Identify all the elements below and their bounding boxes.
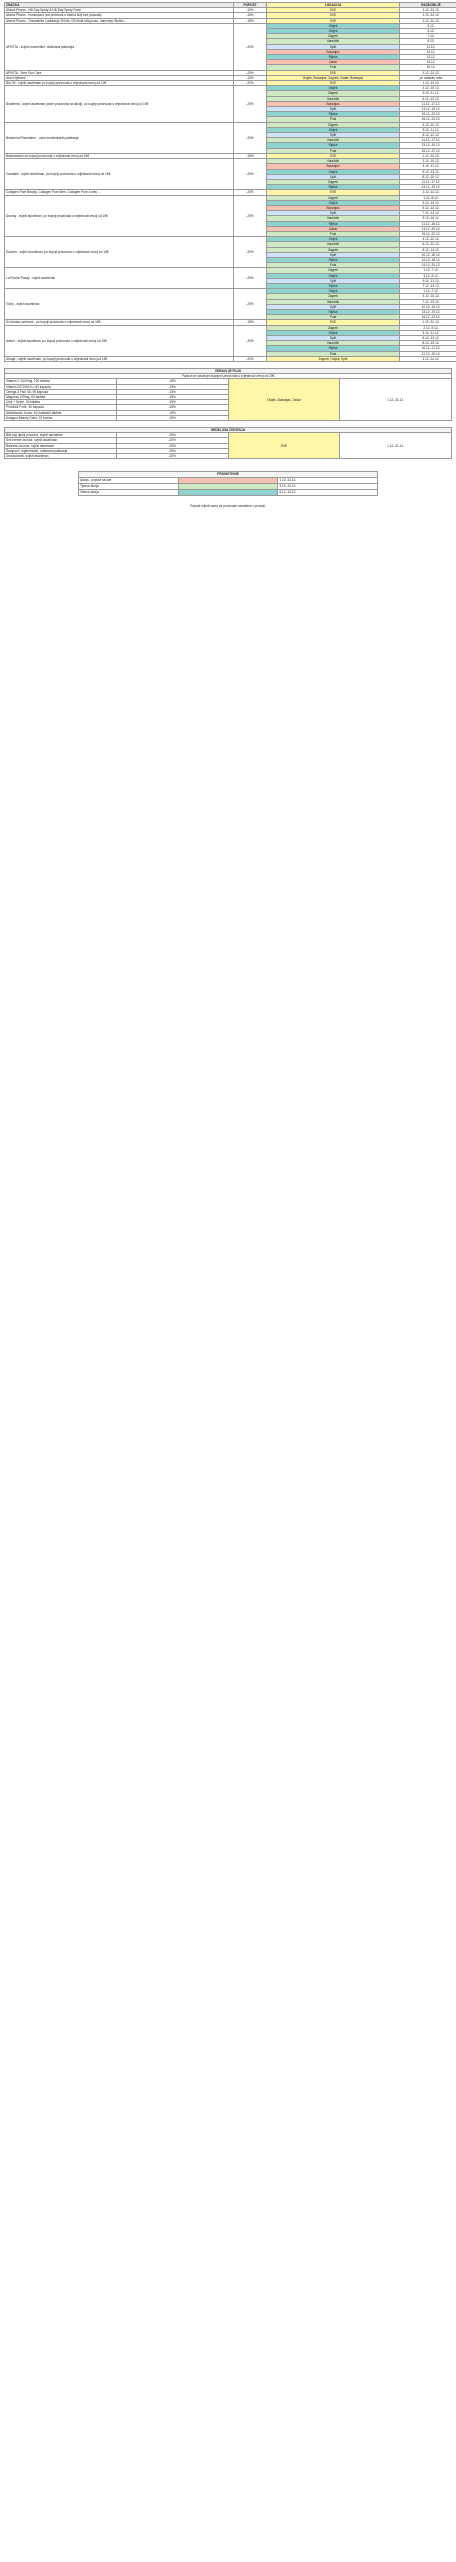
discount-value: -15% [234,75,267,80]
item-name: Dezodoransi, svježi asortiman [5,454,117,459]
location-cell: Pula [267,117,400,122]
location-cell: Rijeka [267,283,400,288]
discount-value: -15% [116,389,228,394]
period-cell: 4.12.-10.12. [400,294,456,299]
discount-value: -15% [116,415,228,420]
header-name: ZNAČKA [5,3,234,8]
period-cell: 6.12.-13.12. [400,169,456,174]
location-cell: Pula [267,263,400,268]
item-name: Bilo koji dječji proizvod, svježi asortiman [5,433,117,438]
period-cell: 15.12.-22.12. [400,231,456,236]
period-cell: 16.12.-22.12. [400,315,456,320]
location-cell: Rijeka [267,221,400,226]
location-cell: Varaždin [267,299,400,304]
discount-value: -15% [116,379,228,384]
period-cell: 8.12.-14.12. [400,247,456,252]
item-name: Omega 3 Fish Oil, 90 kapsula [5,389,117,394]
location-cell: Varaždin [267,159,400,164]
location-cell: SVE [267,153,400,158]
location-cell: Pula [267,148,400,153]
discount-value: -20% [234,23,267,70]
brand-name: Abena Pharm - Hill Day Spray & Hill Day Spray Forte [5,8,234,13]
location-cell: Bokanjac [267,205,400,210]
location-cell: Zagreb [267,195,400,200]
location-cell: SVE [267,8,400,13]
period-cell: 3.12.-10.12. [400,200,456,205]
discount-value: -15% [234,8,267,13]
period-cell: 11.12.-17.12. [400,179,456,184]
period-cell: 1.12.-7.12. [400,268,456,273]
period-cell: 1.12.-31.12. [400,190,456,195]
legend-name: Vikend akcija [79,490,179,496]
brand-name: Ašo'ci ljekarni [5,75,234,80]
period-cell: 1.12.-31.12. [400,81,456,86]
location-cell: Zadar [267,60,400,65]
location-cell: Osijek [267,169,400,174]
period-cell: 14.12. [400,60,456,65]
legend-period: 8.12.-10.12. [278,490,378,496]
period-cell: 18.12.-24.12. [400,117,456,122]
header-period: RAZDOBLJE [400,3,456,8]
discount-value: -15% [116,384,228,389]
brand-name: La Roche-Posay - svježi asortiman [5,268,234,289]
discount-value: -20% [234,159,267,190]
legend-name: Tjedna akcija [79,484,179,490]
location-cell: Zagreb [267,179,400,184]
item-name: Multivitamin Junior, 60 žvakaćih tableta [5,410,117,415]
brand-name: Ducray - svježi asortiman, po kupnji proizvoda u vrijednosti većoj od 15€ [5,195,234,237]
location-cell: Split [267,174,400,179]
section-title: NEDELJNA ČIŠĆENJA [5,428,452,433]
period-cell: 6.12.-13.12. [400,336,456,341]
discount-value: -20% [234,325,267,356]
location-cell: Osijek [267,23,400,28]
discount-value: -20% [116,448,228,453]
location-cell: Osijek [267,289,400,294]
period-cell: 1.12.-7.12. [400,289,456,294]
period-cell: 16.12.-22.12. [400,112,456,117]
period-cell: 13.12. [400,55,456,60]
discount-value: -15% [116,395,228,400]
brand-name: Svi dodaci prehrani - po kupnji proizvoda u vrijednosti većoj od 15€ [5,320,234,325]
period-cell: 11.12.-18.12. [400,221,456,226]
item-name: Šamponi i regeneratori, odabrana pakiranja [5,448,117,453]
location-cell: Zagreb [267,268,400,273]
brand-name: Vichy - svježi asortiman [5,289,234,320]
footer-note: Popust vrijedi samo za proizvode označene u ponudi. [4,504,452,508]
location-cell: Rijeka [267,112,400,117]
period-cell: 4.12.-10.12. [400,237,456,242]
location-cell: Rijeka [267,257,400,262]
location-cell: Osijek [267,237,400,242]
discount-value: -15% [116,410,228,415]
discount-value: -15% [116,400,228,405]
period-cell: 4.12.-10.12. [400,122,456,127]
discount-value: -20% [234,195,267,237]
discount-value: -20% [234,237,267,268]
location-cell: Split [267,304,400,309]
location-cell: Varaždin [267,39,400,44]
location-cell: SVE [228,433,340,459]
period-cell: 14.12.-20.12. [400,263,456,268]
period-cell: po dolasku robe [400,75,456,80]
location-cell: Osijek, Bokanjac, Zagreb, Zadar, Bokanjac [267,75,400,80]
location-cell: Rijeka [267,309,400,314]
location-cell: Split [267,336,400,341]
discount-value: -20% [234,81,267,86]
period-cell: 12.12.-18.12. [400,257,456,262]
legend-row [79,490,378,496]
period-cell: 1.12.-31.12. [400,13,456,18]
period-cell: 7.12.-13.12. [400,299,456,304]
section-note: Popust se ostvaruje kupnjom proizvoda u vrijednosti većoj od 20€ [5,374,452,379]
location-cell: Osijek [267,127,400,132]
item-name: Kolagen Beauty Drink, 10 bočica [5,415,117,420]
period-cell: 6.12.-12.12. [400,242,456,247]
location-cell: Rijeka [267,346,400,351]
discount-value: -20% [234,86,267,122]
location-cell: Osijek [267,200,400,205]
period-cell: 4.12.-11.12. [400,330,456,335]
legend-name: Akcija - popust na sve [79,478,179,484]
discount-value: -15% [234,320,267,325]
period-cell: 13.12.-19.12. [400,143,456,148]
section-title: ZDRAVLJE PLUS [5,369,452,374]
period-cell: 1.12.-31.12. [400,320,456,325]
location-cell: Split [267,133,400,138]
location-cell: Rijeka [267,55,400,60]
period-cell: 1.12.-31.12. [400,356,456,361]
location-cell: Varaždin [267,216,400,221]
period-cell: 13.12.-19.12. [400,185,456,190]
brand-name: Eucerin - svježi asortiman, po kupnji proizvoda u vrijednosti većoj od 15€ [5,237,234,268]
period-cell: 1.12.-31.12. [400,70,456,75]
location-cell: Zagreb [267,91,400,96]
new-table [4,427,452,459]
location-cell: SVE [267,13,400,18]
period-cell: 11.12.-17.12. [400,101,456,106]
period-cell: 15.12. [400,65,456,70]
location-cell: SVE [267,320,400,325]
location-cell: Zagreb [267,325,400,330]
brand-name: Blackmorest svi kupnji proizvoda u vrijednosti većoj od 15€ [5,153,234,158]
period-cell: 7.12. [400,34,456,39]
location-cell: Rijeka [267,143,400,148]
plus-body [5,369,452,421]
discount-value: -15% [234,153,267,158]
location-cell: Varaždin [267,96,400,101]
period-cell: 10.12.-16.12. [400,304,456,309]
discount-value: -20% [234,122,267,153]
promotions-sheet [4,2,452,508]
brand-name: Bio Oil - svježi asortiman po kupnji proizvoda u vrijednosti većoj od 10€ [5,81,234,86]
location-cell: Split [267,211,400,216]
brand-name: Bioderma - svježi asortiman (osim proizvoda na akciji), po kupnji proizvoda u vrijednosti većoj od 10€ [5,86,234,122]
location-cell: Osijek, Bokanjac, Zadar [228,379,340,421]
item-name: Sve kreme za ruke, svježi asortiman [5,438,117,443]
header-location: LOKACIJA [267,3,400,8]
legend-title: PROMOTIVNE [79,472,378,478]
discount-value: -20% [234,289,267,320]
discount-value: -20% [116,438,228,443]
period-cell: 8.12.-15.12. [400,341,456,346]
location-cell: Zagreb [267,294,400,299]
discount-value: -20% [116,454,228,459]
brand-name: APIVITA - New Sun Care [5,70,234,75]
period-cell: 3.12.-9.12. [400,273,456,278]
legend-body [79,472,378,496]
period-cell: 1.12.-31.12. [340,379,452,421]
brand-name: Uriage - svježi asortiman, po kupnji proizvoda u vrijednosti većoj od 15€ [5,356,234,361]
legend-swatch [178,490,278,496]
table-row [5,356,456,361]
period-cell: 8.12. [400,39,456,44]
header-discount: POPUST [234,3,267,8]
discount-value: -20% [234,70,267,75]
period-cell: 11.12. [400,44,456,49]
period-cell: 10.12.-17.12. [400,346,456,351]
location-cell: Split [267,252,400,257]
location-cell: SVE [267,190,400,195]
location-cell: Split [267,278,400,283]
item-name: Vitamin D3 2000 IU, 60 kapsula [5,384,117,389]
period-cell: 13.12.-20.12. [400,226,456,231]
period-cell: 5.12.-11.12. [400,278,456,283]
location-cell: Pula [267,351,400,356]
period-cell: 1.12.-31.12. [400,8,456,13]
location-cell: SVE [267,70,400,75]
legend-table [78,471,378,496]
period-cell: 6.12.-12.12. [400,96,456,101]
period-cell: 13.12.-19.12. [400,107,456,112]
location-cell: Zagreb [267,247,400,252]
promotions-body [5,8,456,362]
location-cell: Pula [267,65,400,70]
location-cell: Bokanjac [267,101,400,106]
location-cell: Rijeka [267,185,400,190]
location-cell: Zadar [267,226,400,231]
period-cell: 16.12.-22.12. [400,148,456,153]
location-cell: Zagreb [267,34,400,39]
location-cell: Osijek [267,29,400,34]
period-cell: 12.12.-19.12. [400,351,456,356]
location-cell: Osijek [267,273,400,278]
period-cell: 5.12.-11.12. [400,91,456,96]
period-cell: 4.12.-10.12. [400,86,456,91]
period-cell: 1.12.-31.12. [400,18,456,23]
discount-value: -15% [234,18,267,23]
period-cell: 1.12.-8.12. [400,195,456,200]
period-cell: 7.12.-14.12. [400,211,456,216]
legend-period: 1.12.-31.12. [278,478,378,484]
location-cell: Varaždin [267,341,400,346]
location-cell: Pula [267,315,400,320]
period-cell: 2.12.-9.12. [400,325,456,330]
brand-name: Collagen Pure Beauty, Collagen Pure Men, Collagen Pure Joints ... [5,190,234,195]
discount-value: -20% [234,268,267,289]
period-cell: 5.12.-12.12. [400,205,456,210]
location-cell: Zagreb, Osijek, Split [267,356,400,361]
brand-name: APIVITA - svježe kozmetike, odabrana pakiranja [5,23,234,70]
legend-period: 4.12.-10.12. [278,484,378,490]
location-cell: Split [267,44,400,49]
period-cell: 5.12. [400,23,456,28]
period-cell: 1.12.-31.12. [400,153,456,158]
location-cell: Pula [267,231,400,236]
item-name: Vitamin C 1000mg, 100 tableta [5,379,117,384]
period-cell: 7.12.-13.12. [400,283,456,288]
discount-value: -15% [234,13,267,18]
location-cell: Varaždin [267,138,400,143]
location-cell: Osijek [267,330,400,335]
plus-table [4,368,452,421]
period-cell: 12.12. [400,49,456,54]
period-cell: 6.12. [400,29,456,34]
item-name: Balzami za usne, svježi asortiman [5,443,117,448]
period-cell: 2.12.-10.12. [400,159,456,164]
discount-value: -15% [116,405,228,410]
location-cell: Zagreb [267,122,400,127]
location-cell: Bokanjac [267,49,400,54]
brand-name: Caudalie - svježi asortiman, po kupnji proizvoda u vrijednosti većoj od 15€ [5,159,234,190]
brand-name: Bioderma Photoderm - osim kombiniranih pakiranja [5,122,234,153]
location-cell: Osijek [267,86,400,91]
period-cell: 1.12.-31.12. [340,433,452,459]
period-cell: 10.12.-16.12. [400,252,456,257]
brand-name: Abena Pharm - Immuspect (svi proizvodi u Abena liniji bez popusta) [5,13,234,18]
item-name: Magnezij 375mg, 60 tableta [5,395,117,400]
period-cell: 4.12.-11.12. [400,164,456,169]
discount-value: -20% [116,443,228,448]
location-cell: Split [267,107,400,112]
new-body [5,428,452,459]
brand-name: Avène - svježi asortiman, po kupnji proizvoda u vrijednosti većoj od 15€ [5,325,234,356]
discount-value: -20% [116,433,228,438]
brand-name: Abena Pharm - Chewables i pakiranje 200mL+20 Multi-Vita junior, Immunity, Biotics ... [5,18,234,23]
location-cell: SVE [267,18,400,23]
period-cell: 6.12.-12.12. [400,133,456,138]
location-cell: Varaždin [267,242,400,247]
period-cell: 9.12.-16.12. [400,216,456,221]
period-cell: 5.12.-11.12. [400,127,456,132]
location-cell: Bokanjac [267,164,400,169]
discount-value: -20% [234,190,267,195]
location-cell: SVE [267,81,400,86]
discount-value: -20% [234,356,267,361]
promotions-table [4,2,456,362]
period-cell: 11.12.-17.12. [400,138,456,143]
period-cell: 13.12.-19.12. [400,309,456,314]
period-cell: 8.12.-15.12. [400,174,456,179]
item-name: Probiotik Forte, 30 kapsula [5,405,117,410]
item-name: Cink + Selen, 30 tableta [5,400,117,405]
